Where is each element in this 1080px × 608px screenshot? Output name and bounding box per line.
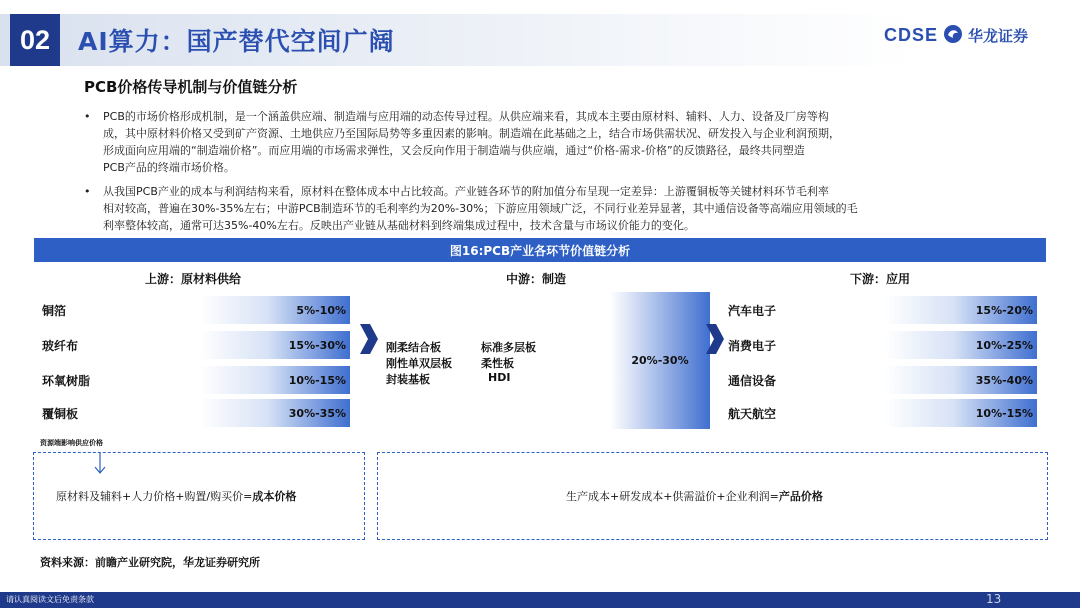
midstream-product: 刚性单双层板 bbox=[386, 357, 452, 370]
section-number: 02 bbox=[10, 14, 60, 66]
cost-formula-result: 成本价格 bbox=[252, 490, 297, 503]
cost-formula bbox=[56, 488, 296, 504]
margin-value: 15%-30% bbox=[288, 338, 346, 352]
logo-text: CDSE bbox=[884, 25, 939, 45]
margin-value: 10%-15% bbox=[288, 373, 346, 387]
midstream-product: 标准多层板 bbox=[481, 341, 536, 354]
bullet-line: 形成面向应用端的“制造端价格”。而应用端的市场需求弹性，又会反向作用于制造端与供应端，通过“价格-需求-价格”的反馈路径，最终共同塑造 bbox=[103, 144, 805, 157]
upstream-margin-bar bbox=[200, 296, 350, 324]
downstream-item-label: 消费电子 bbox=[728, 339, 777, 353]
upstream-item-label: 玻纤布 bbox=[42, 339, 79, 353]
margin-value: 20%-30% bbox=[631, 354, 689, 367]
upstream-margin-bar bbox=[200, 399, 350, 427]
section-subtitle: PCB价格传导机制与价值链分析 bbox=[84, 78, 298, 96]
downstream-margin-bar bbox=[885, 296, 1037, 324]
bullet-item bbox=[84, 108, 1004, 176]
midstream-heading: 中游：制造 bbox=[506, 272, 567, 286]
bullet-list bbox=[84, 108, 1004, 241]
bullet-line: 成，其中原材料价格又受到矿产资源、土地供应乃至国际局势等多重因素的影响。制造端在此基础之上，结合市场供需状况、研发投入与企业利润预期， bbox=[103, 127, 840, 140]
downstream-item-label: 通信设备 bbox=[728, 374, 777, 388]
upstream-margin-bar bbox=[200, 366, 350, 394]
downstream-item-label: 汽车电子 bbox=[728, 304, 777, 318]
margin-value: 30%-35% bbox=[288, 406, 346, 420]
upstream-item-label: 覆铜板 bbox=[42, 407, 79, 421]
margin-value: 35%-40% bbox=[975, 373, 1033, 387]
page-title: AI算力：国产替代空间广阔 bbox=[78, 27, 395, 56]
supply-price-note: 资源端影响供应价格 bbox=[40, 439, 103, 447]
margin-value: 10%-25% bbox=[975, 338, 1033, 352]
chevron-right-icon bbox=[706, 324, 724, 354]
upstream-margin-bar bbox=[200, 331, 350, 359]
downstream-item-label: 航天航空 bbox=[728, 407, 777, 421]
price-formula-text: 生产成本+研发成本+供需溢价+企业利润= bbox=[566, 490, 779, 503]
midstream-product: 刚柔结合板 bbox=[386, 341, 441, 354]
midstream-product: HDI bbox=[488, 371, 511, 384]
upstream-heading: 上游：原材料供给 bbox=[145, 272, 242, 286]
bullet-item bbox=[84, 183, 1004, 234]
upstream-item-label: 环氧树脂 bbox=[42, 374, 91, 388]
midstream-product: 封装基板 bbox=[386, 373, 430, 386]
cost-formula-text: 原材料及辅料+人力价格+购置/购买价= bbox=[56, 490, 253, 503]
upstream-item-label: 铜箔 bbox=[42, 304, 67, 318]
page-number: 13 bbox=[986, 592, 1002, 606]
price-formula-result: 产品价格 bbox=[778, 490, 823, 503]
margin-value: 10%-15% bbox=[975, 406, 1033, 420]
downstream-margin-bar bbox=[885, 399, 1037, 427]
margin-value: 15%-20% bbox=[975, 303, 1033, 317]
bullet-line: PCB的市场价格形成机制，是一个涵盖供应端、制造端与应用端的动态传导过程。从供应端来看，其成本主要由原材料、辅料、人力、设备及厂房等构 bbox=[103, 110, 829, 123]
downstream-heading: 下游：应用 bbox=[850, 272, 911, 286]
price-formula bbox=[566, 488, 823, 504]
bullet-line: 从我国PCB产业的成本与利润结构来看，原材料在整体成本中占比较高。产业链各环节的附加值分布呈现一定差异：上游覆铜板等关键材料环节毛利率 bbox=[103, 185, 829, 198]
bullet-dot: • bbox=[84, 110, 91, 123]
disclaimer-text: 请认真阅读文后免责条款 bbox=[6, 595, 94, 604]
footer-band bbox=[0, 592, 1080, 608]
bullet-line: PCB产品的终端市场价格。 bbox=[103, 161, 235, 174]
bullet-line: 利率整体较高，通常可达35%-40%左右。反映出产业链从基础材料到终端集成过程中，技术含量与市场议价能力的变化。 bbox=[103, 219, 695, 232]
margin-value: 5%-10% bbox=[296, 303, 346, 317]
midstream-margin-block bbox=[610, 292, 710, 429]
bullet-dot: • bbox=[84, 185, 91, 198]
midstream-product: 柔性板 bbox=[481, 357, 514, 370]
source-note: 资料来源：前瞻产业研究院，华龙证券研究所 bbox=[40, 556, 260, 569]
chevron-right-icon bbox=[360, 324, 378, 354]
figure-title-bar: 图16:PCB产业各环节价值链分析 bbox=[34, 238, 1046, 262]
downstream-margin-bar bbox=[885, 331, 1037, 359]
downstream-margin-bar bbox=[885, 366, 1037, 394]
logo-dragon-icon bbox=[943, 24, 963, 44]
bullet-line: 相对较高，普遍在30%-35%左右；中游PCB制造环节的毛利率约为20%-30%；下游应用领域广泛，不同行业差异显著，其中通信设备等高端应用领域的毛 bbox=[103, 202, 858, 215]
logo-company-name: 华龙证券 bbox=[968, 27, 1029, 45]
